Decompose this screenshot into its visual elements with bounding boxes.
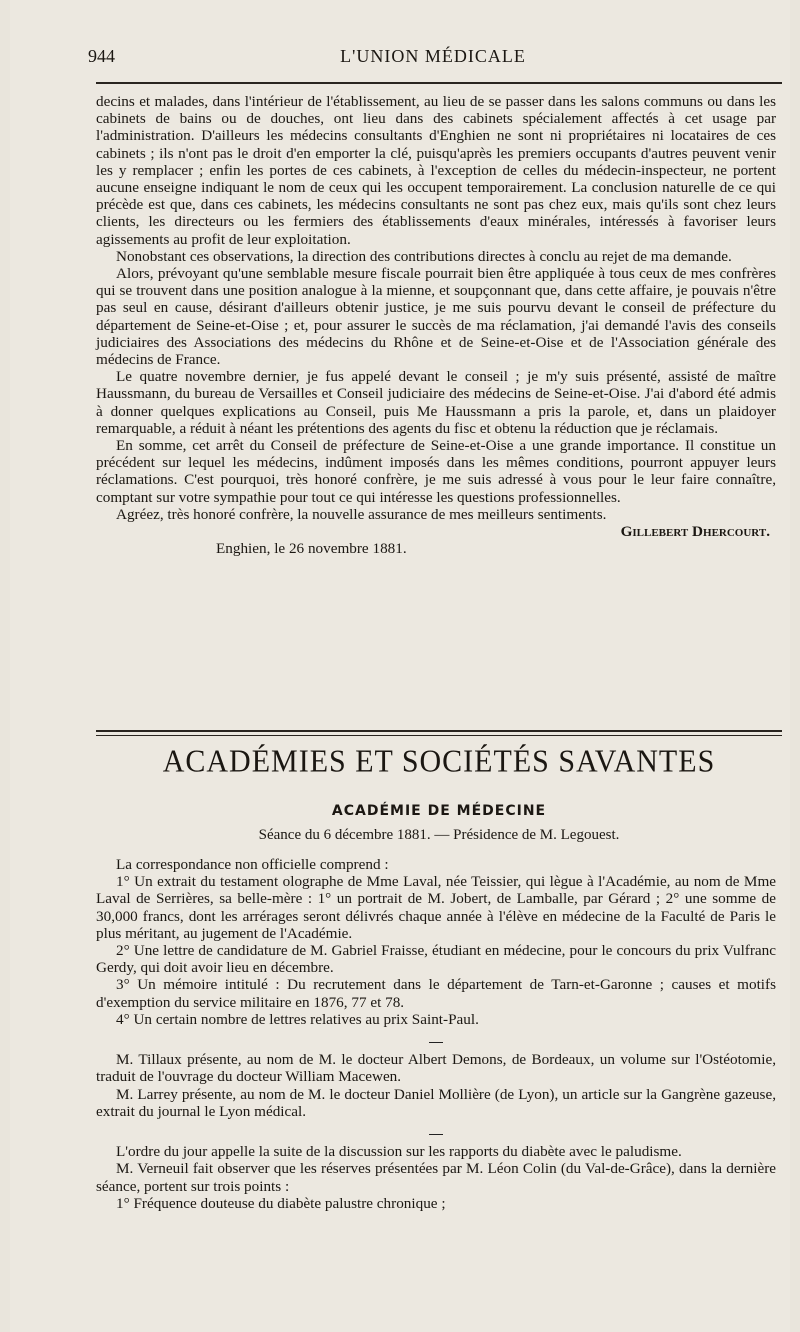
place-date: Enghien, le 26 novembre 1881. (216, 540, 407, 558)
session-line: Séance du 6 décembre 1881. — Présidence de M. Legouest. (258, 827, 620, 843)
section-rule-bottom (96, 735, 782, 736)
session-paragraph: 1° Fréquence douteuse du diabète palustre chronique ; (116, 1194, 446, 1212)
separator-dash (96, 1122, 776, 1139)
session-paragraph: 4° Un certain nombre de lettres relatives au prix Saint-Paul. (116, 1010, 479, 1028)
letter-paragraph: En somme, cet arrêt du Conseil de préfecture de Seine-et-Oise a une grande importance. Il constitue un précédent sur lequel les médecins, indûment imposés dans les mêmes conditions, pourront appuyer leurs réclamations. C'est pourquoi, très honoré confrère, je me suis adressé à vous pour le leur faire connaître, comptant sur votre sympathie pour tout ce qui intéresse les questions professionnelles. (96, 437, 776, 506)
letter-paragraph: decins et malades, dans l'intérieur de l'établissement, au lieu de se passer dans les salons communs ou dans les cabinets de bains ou de douches, ont lieu dans des cabinets spécialement affectés à cet usage par l'administration. D'ailleurs les médecins consultants d'Enghien ne sont ni propriétaires ni locataires de ces cabinets ; ils n'ont pas le droit d'en emporter la clé, puisqu'après les premiers occupants d'autres peuvent venir les y remplacer ; enfin les portes de ces cabinets, à l'exception de celles du médecin-inspecteur, ne portent aucune enseigne indiquant le nom de ceux qui les occupent temporairement. La conclusion naturelle de ce qui précède est que, dans ces cabinets, les médecins consultants ne sont pas chez eux, mais qu'ils sont chez leurs clients, les directeurs ou les fermiers des établissements d'eaux minérales, intéressés à favoriser leurs agissements au profit de leur exploitation. (96, 93, 776, 248)
academy-heading: ACADÉMIE DE MÉDECINE (331, 803, 547, 819)
session-body (96, 856, 776, 1212)
section-title: ACADÉMIES ET SOCIÉTÉS SAVANTES (162, 744, 716, 779)
section-rule-top (96, 730, 782, 732)
letter-body (96, 93, 776, 557)
letter-paragraph: Nonobstant ces observations, la direction des contributions directes à conclu au rejet de ma demande. (116, 247, 732, 265)
letter-paragraph: Alors, prévoyant qu'une semblable mesure fiscale pourrait bien être appliquée à tous ceux de mes confrères qui se trouvent dans une position analogue à la mienne, et soupçonnant que, dans cette affaire, je pouvais n'être pas seul en cause, désirant d'ailleurs obtenir justice, je me suis pourvu devant le conseil de préfecture du département de Seine-et-Oise ; et, pour assurer le succès de ma réclamation, j'ai demandé l'avis des conseils judiciaires des Associations des médecins du Rhône et de Seine-et-Oise et de l'Association générale des médecins de France. (96, 265, 776, 369)
session-paragraph: La correspondance non officielle comprend : (116, 856, 389, 873)
letter-paragraph: Agréez, très honoré confrère, la nouvelle assurance de mes meilleurs sentiments. (116, 505, 607, 523)
session-paragraph: 1° Un extrait du testament olographe de Mme Laval, née Teissier, qui lègue à l'Académie, au nom de Mme Laval de Serrières, sa belle-mère : 1° un portrait de M. Jobert, de Lamballe, par Gérard ; 2° une somme de 30,000 francs, dont les arrérages seront délivrés chaque année à l'élève en médecine de la Faculté de Paris le plus méritant, au jugement de l'Académie. (96, 873, 776, 942)
session-paragraph: M. Verneuil fait observer que les réserves présentées par M. Léon Colin (du Val-de-Grâce), dans la dernière séance, portent sur trois points : (96, 1160, 776, 1195)
running-header (88, 46, 778, 74)
letter-paragraph: Le quatre novembre dernier, je fus appelé devant le conseil ; je m'y suis présenté, assisté de maître Haussmann, du bureau de Versailles et Conseil judiciaire des médecins de Seine-et-Oise. J'ai d'abord été admis à donner quelques explications au Conseil, puis Me Haussmann a pris la parole, et, dans un plaidoyer remarquable, a réduit à néant les prétentions des agents du fisc et obtenu la réduction que je réclamais. (96, 368, 776, 437)
session-paragraph: 2° Une lettre de candidature de M. Gabriel Fraisse, étudiant en médecine, pour le concours du prix Vulfranc Gerdy, qui doit avoir lieu en décembre. (96, 942, 776, 977)
session-paragraph: 3° Un mémoire intitulé : Du recrutement dans le département de Tarn-et-Garonne ; causes et motifs d'exemption du service militaire en 1876, 77 et 78. (96, 976, 776, 1011)
separator-dash (96, 1030, 776, 1047)
session-paragraph: M. Tillaux présente, au nom de M. le docteur Albert Demons, de Bordeaux, un volume sur l'Ostéotomie, traduit de l'ouvrage du docteur William Macewen. (96, 1051, 776, 1086)
header-rule (96, 82, 782, 84)
session-paragraph: M. Larrey présente, au nom de M. le docteur Daniel Mollière (de Lyon), un article sur la Gangrène gazeuse, extrait du journal le Lyon médical. (96, 1085, 776, 1120)
book-page (10, 0, 790, 1332)
session-paragraph: L'ordre du jour appelle la suite de la discussion sur les rapports du diabète avec le paludisme. (116, 1143, 682, 1161)
page-number: 944 (88, 46, 115, 66)
journal-title: L'UNION MÉDICALE (340, 46, 526, 66)
signature: Gillebert Dhercourt. (620, 523, 770, 541)
